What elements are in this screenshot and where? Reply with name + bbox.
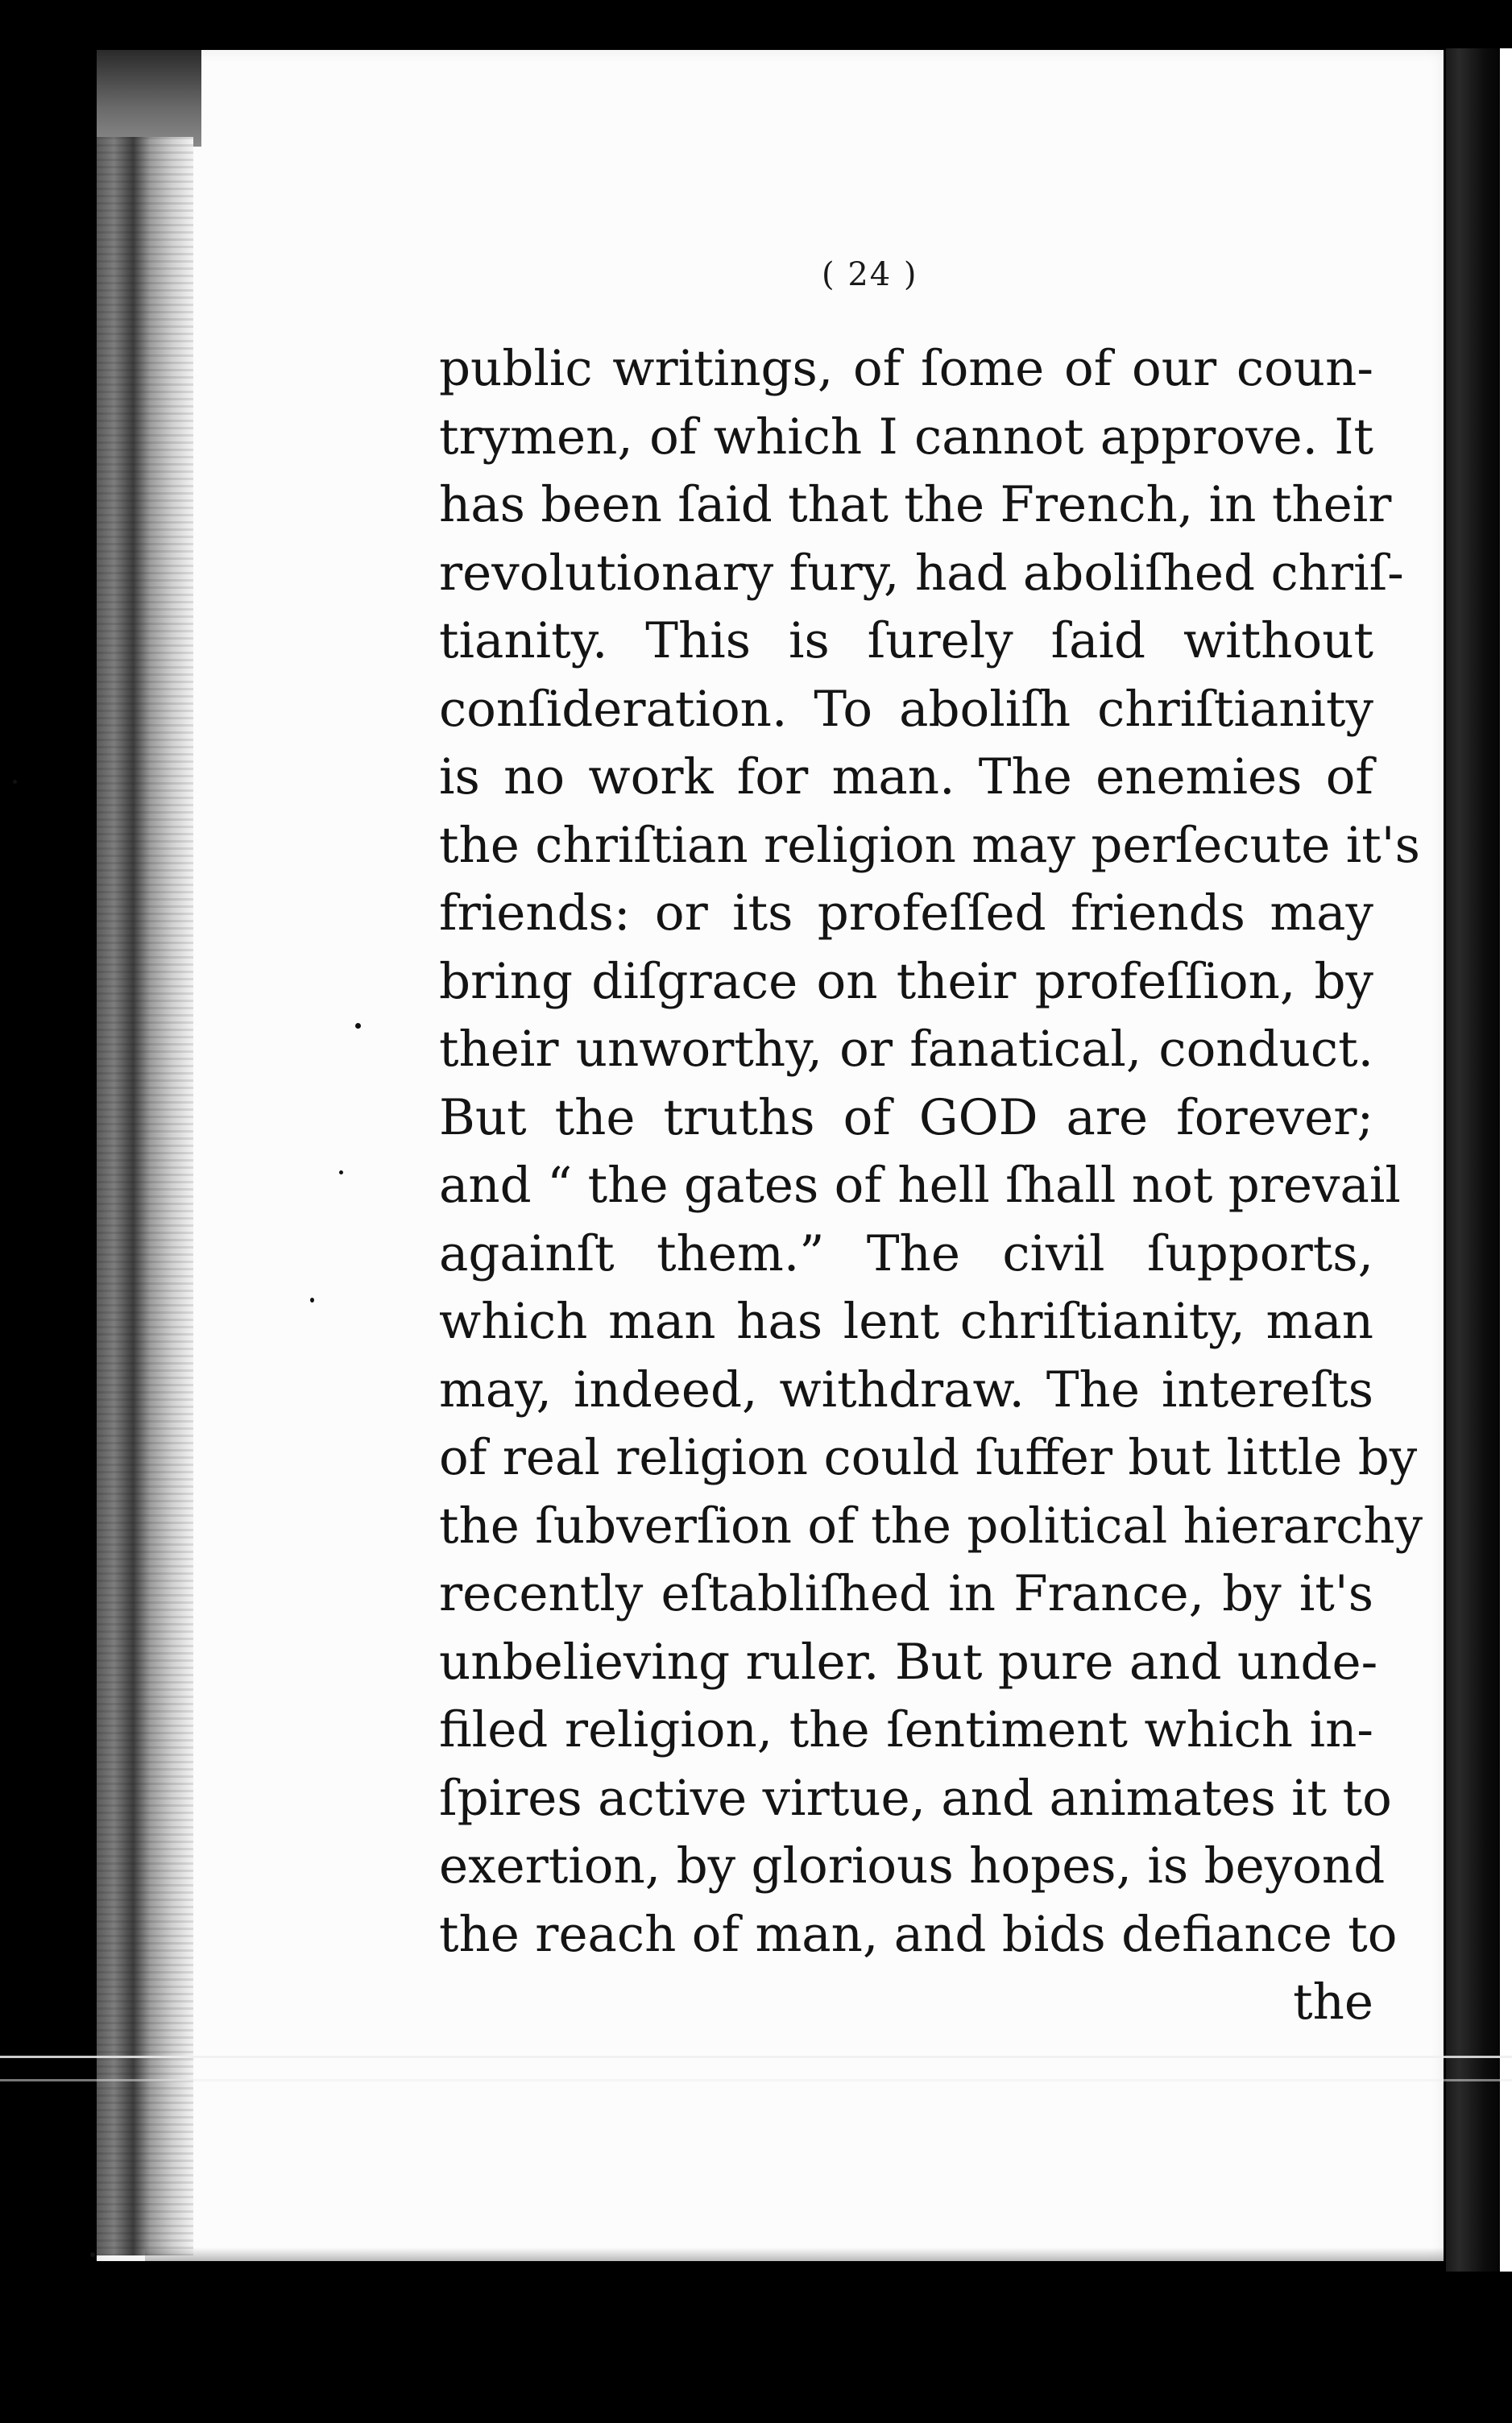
- text-line: unbelieving ruler. But pure and unde-: [439, 1633, 1378, 1691]
- text-line: filed religion, the ſentiment which in-: [439, 1701, 1373, 1758]
- text-line: and “ the gates of hell ſhall not prevail: [439, 1157, 1401, 1214]
- binding-gutter-top: [97, 50, 201, 147]
- text-line: ſpires active virtue, and animates it to: [439, 1769, 1392, 1827]
- text-line: bring diſgrace on their profeſſion, by: [439, 952, 1373, 1010]
- scan-artifact-line: [0, 2056, 1512, 2058]
- text-line: which man has lent chriſtianity, man: [439, 1293, 1373, 1350]
- text-line: friends: or its profeſſed friends may: [439, 884, 1373, 942]
- ink-speck: [339, 1170, 343, 1174]
- body-text: [439, 335, 1423, 2037]
- text-line: conſideration. To aboliſh chriſtianity: [439, 680, 1373, 738]
- text-line: trymen, of which I cannot approve. It: [439, 408, 1373, 466]
- text-line: exertion, by glorious hopes, is beyond: [439, 1837, 1386, 1895]
- ink-speck: [13, 780, 17, 784]
- text-line: But the truths of GOD are forever;: [439, 1088, 1373, 1146]
- text-line: againſt them.” The civil ſupports,: [439, 1224, 1373, 1282]
- ink-speck: [90, 2252, 95, 2257]
- text-line: has been ſaid that the French, in their: [439, 476, 1392, 533]
- text-line: recently eſtabliſhed in France, by it's: [439, 1565, 1373, 1622]
- leaf-bottom-shadow: [145, 2247, 1444, 2262]
- ink-speck: [355, 1023, 361, 1029]
- page-number: ( 24 ): [822, 256, 918, 293]
- margin-strip: [1500, 48, 1512, 2272]
- text-line: their unworthy, or fanatical, conduct.: [439, 1021, 1373, 1078]
- text-line: public writings, of ſome of our coun-: [439, 340, 1373, 397]
- text-line: of real religion could ſuffer but little by: [439, 1429, 1418, 1486]
- binding-gutter: [97, 137, 193, 2255]
- text-line: is no work for man. The enemies of: [439, 748, 1373, 806]
- scan-artifact-line: [0, 2079, 1512, 2081]
- text-line: the ſubverſion of the political hierarchy: [439, 1497, 1423, 1555]
- text-line: revolutionary fury, had aboliſhed chriſ-: [439, 544, 1404, 602]
- catchword: the: [1293, 1974, 1373, 2031]
- text-line: the reach of man, and bids defiance to: [439, 1905, 1398, 1963]
- text-line: the chriſtian religion may perſecute it's: [439, 816, 1420, 874]
- ink-speck: [310, 1298, 314, 1303]
- text-line: tianity. This is ſurely ſaid without: [439, 612, 1373, 669]
- text-line: may, indeed, withdraw. The intereſts: [439, 1361, 1373, 1419]
